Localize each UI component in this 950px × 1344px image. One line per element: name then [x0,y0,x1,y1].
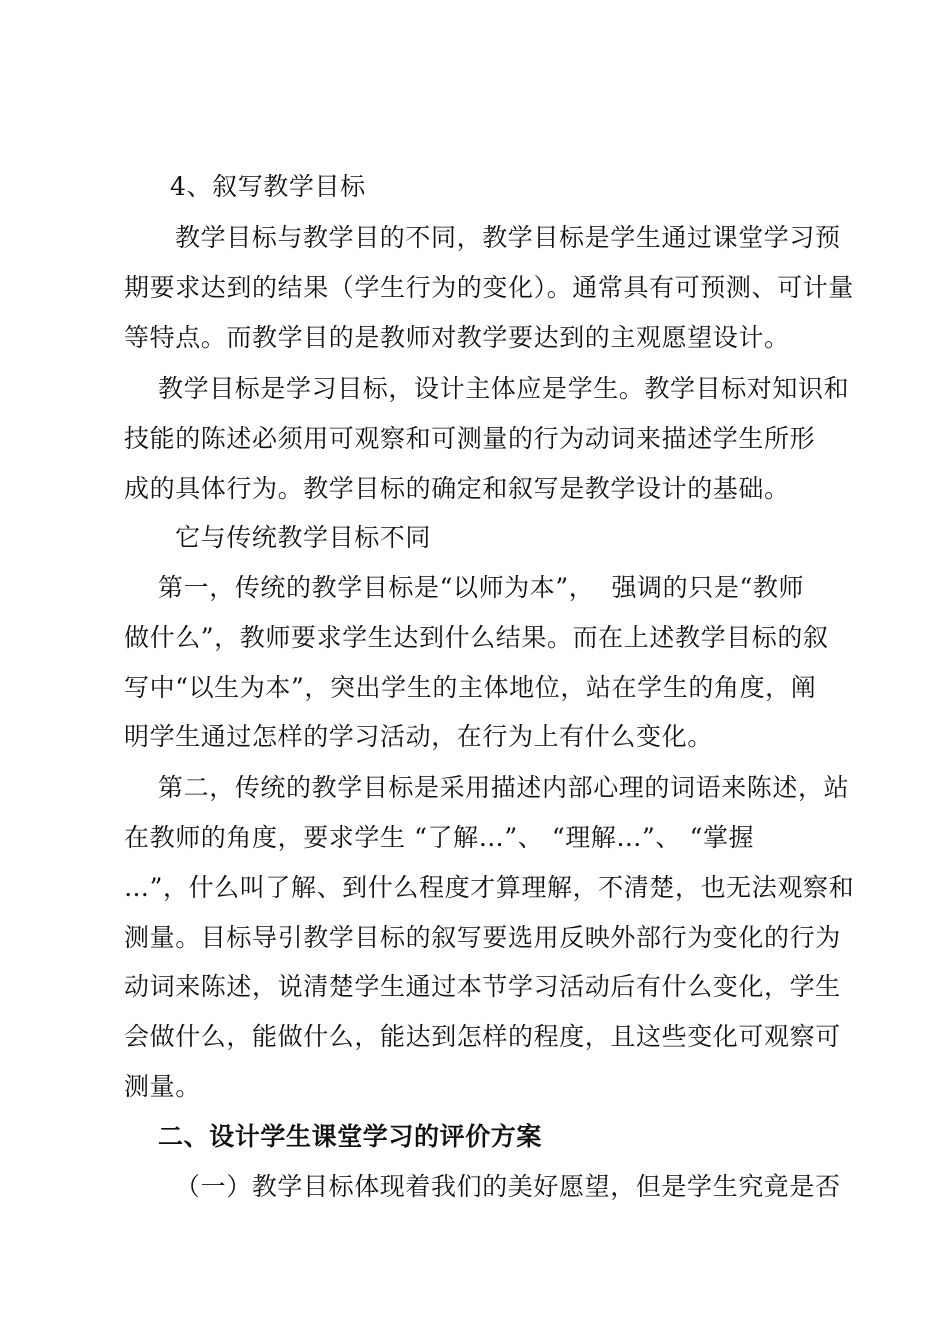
paragraph-2-line-1: 教学目标是学习目标，设计主体应是学生。教学目标对知识和 [158,374,850,403]
subheading-4: 4、叙写教学目标 [170,172,366,201]
paragraph-1-line-1: 教学目标与教学目的不同，教学目标是学生通过课堂学习预 [175,223,841,252]
paragraph-2-line-3: 成的具体行为。教学目标的确定和叙写是教学设计的基础。 [124,474,790,503]
paragraph-3-line-2: 做什么”，教师要求学生达到什么结果。而在上述教学目标的叙 [124,623,829,652]
paragraph-3-line-4: 明学生通过怎样的学习活动，在行为上有什么变化。 [124,722,713,751]
paragraph-3-line-1: 第一，传统的教学目标是“以师为本”， 强调的只是“教师 [158,573,805,602]
difference-intro: 它与传统教学目标不同 [175,523,432,552]
paragraph-5-line-1: （一）教学目标体现着我们的美好愿望，但是学生究竟是否 [175,1172,841,1201]
paragraph-4-line-6: 会做什么，能做什么，能达到怎样的程度，且这些变化可观察可 [124,1022,841,1051]
paragraph-4-line-1: 第二，传统的教学目标是采用描述内部心理的词语来陈述，站 [158,773,850,802]
paragraph-1-line-2: 期要求达到的结果（学生行为的变化）。通常具有可预测、可计量 [124,273,854,302]
paragraph-4-line-7: 测量。 [124,1072,201,1101]
paragraph-4-line-3: …”，什么叫了解、到什么程度才算理解，不清楚，也无法观察和 [124,873,855,902]
paragraph-1-line-3: 等特点。而教学目的是教师对教学要达到的主观愿望设计。 [124,323,790,352]
paragraph-4-line-5: 动词来陈述，说清楚学生通过本节学习活动后有什么变化，学生 [124,972,841,1001]
section-2-heading: 二、设计学生课堂学习的评价方案 [158,1122,543,1151]
paragraph-2-line-2: 技能的陈述必须用可观察和可测量的行为动词来描述学生所形 [124,424,816,453]
paragraph-4-line-4: 测量。目标导引教学目标的叙写要选用反映外部行为变化的行为 [124,923,841,952]
paragraph-3-line-3: 写中“以生为本”，突出学生的主体地位，站在学生的角度，阐 [124,673,817,702]
paragraph-4-line-2: 在教师的角度，要求学生 “了解…”、 “理解…”、 “掌握 [124,823,755,852]
